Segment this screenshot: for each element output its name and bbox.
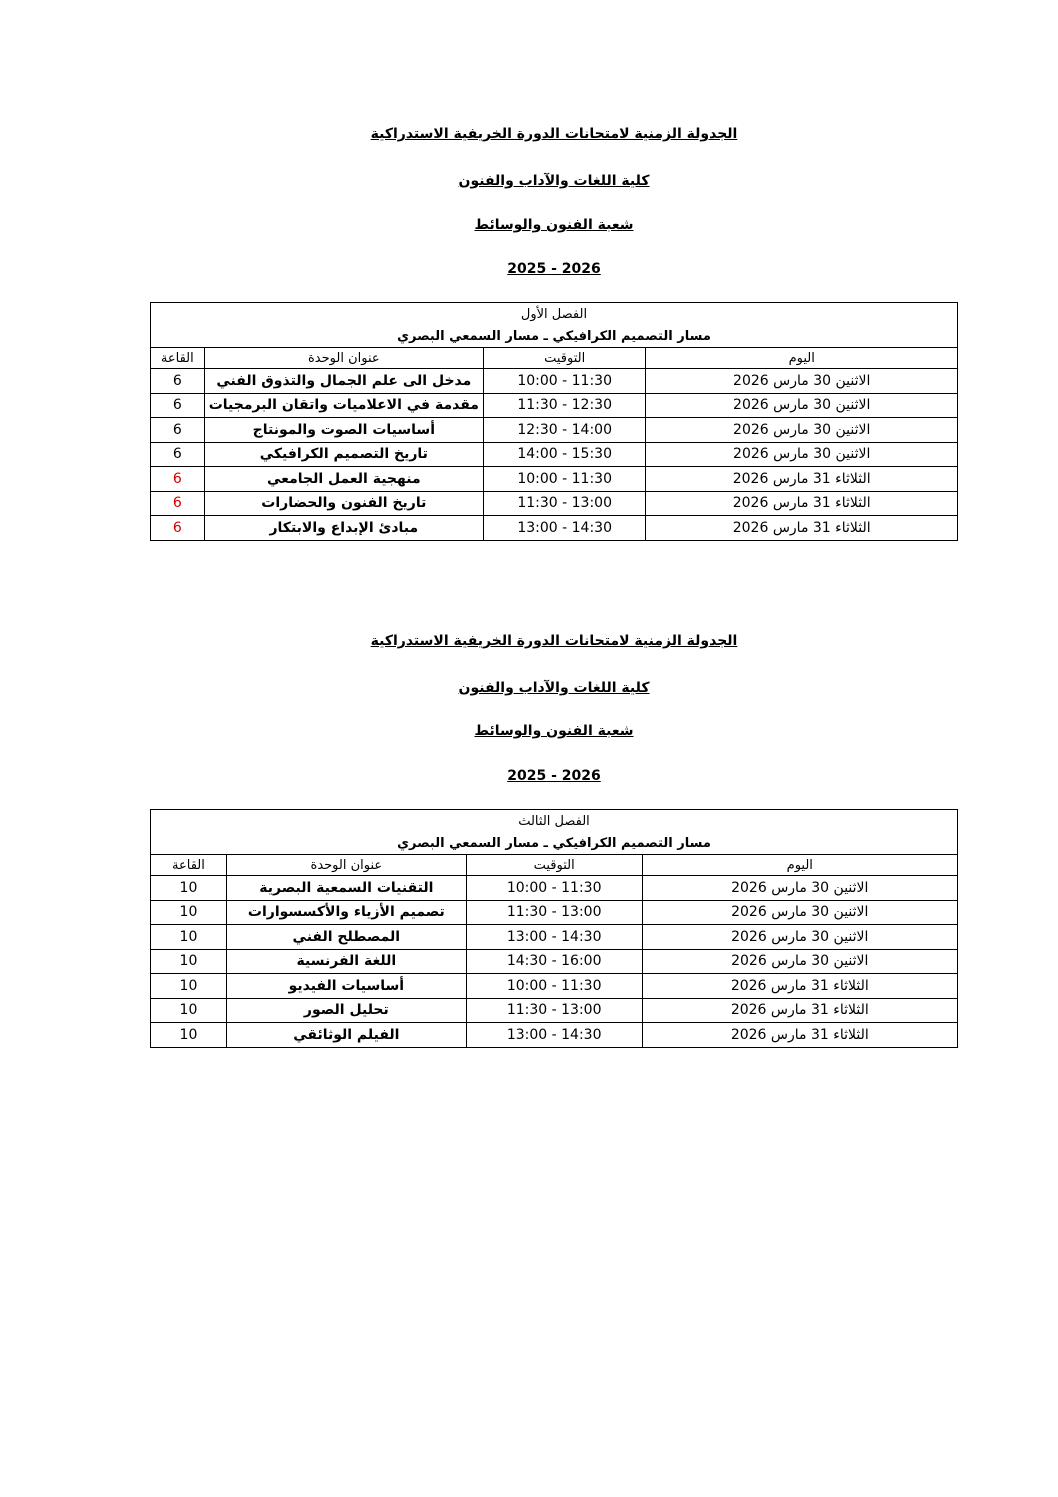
table-header-row [151,348,958,369]
day-cell: الاثنين 30 مارس 2026 [642,949,957,974]
table-row [151,876,958,901]
room-cell: 10 [151,949,227,974]
header-room: القاعة [151,855,227,876]
department-name: شعبة الفنون والوسائط [474,723,634,739]
table-row [151,393,958,418]
unit-title-cell: اللغة الفرنسية [226,949,466,974]
department-name: شعبة الفنون والوسائط [474,217,634,233]
time-cell: 14:00 - 15:30 [483,442,645,467]
unit-title-cell: مبادئ الإبداع والابتكار [204,516,483,541]
table-row [151,925,958,950]
room-cell: 10 [151,998,227,1023]
table-row [151,369,958,394]
table-row [151,516,958,541]
day-cell: الاثنين 30 مارس 2026 [646,442,958,467]
room-cell: 6 [151,369,205,394]
table-header-row [151,855,958,876]
day-cell: الاثنين 30 مارس 2026 [642,925,957,950]
unit-title-cell: تحليل الصور [226,998,466,1023]
day-cell: الاثنين 30 مارس 2026 [642,876,957,901]
unit-title-cell: تصميم الأزياء والأكسسوارات [226,900,466,925]
table-row [151,949,958,974]
day-cell: الثلاثاء 31 مارس 2026 [642,974,957,999]
unit-title-cell: تاريخ التصميم الكرافيكي [204,442,483,467]
header-unit: عنوان الوحدة [226,855,466,876]
unit-title-cell: مدخل الى علم الجمال والتذوق الفني [204,369,483,394]
room-cell: 6 [151,442,205,467]
day-cell: الاثنين 30 مارس 2026 [646,418,958,443]
semester-label: الفصل الثالث [151,810,958,833]
day-cell: الثلاثاء 31 مارس 2026 [642,1023,957,1048]
room-cell: 10 [151,925,227,950]
unit-title-cell: أساسيات الفيديو [226,974,466,999]
table-row [151,467,958,492]
header-room: القاعة [151,348,205,369]
room-cell: 10 [151,1023,227,1048]
time-cell: 13:00 - 14:30 [466,925,642,950]
day-cell: الثلاثاء 31 مارس 2026 [646,467,958,492]
room-cell: 6 [151,516,205,541]
room-cell: 6 [151,418,205,443]
academic-year: 2026 - 2025 [507,261,601,277]
time-cell: 10:00 - 11:30 [483,467,645,492]
unit-title-cell: مقدمة في الاعلاميات واتقان البرمجيات [204,393,483,418]
table-row [151,491,958,516]
time-cell: 14:30 - 16:00 [466,949,642,974]
table-row [151,998,958,1023]
time-cell: 10:00 - 11:30 [466,876,642,901]
day-cell: الثلاثاء 31 مارس 2026 [642,998,957,1023]
room-cell: 10 [151,974,227,999]
day-cell: الاثنين 30 مارس 2026 [642,900,957,925]
table-row [151,900,958,925]
time-cell: 11:30 - 13:00 [466,900,642,925]
unit-title-cell: منهجية العمل الجامعي [204,467,483,492]
track-label: مسار التصميم الكرافيكي ـ مسار السمعي البصري [151,832,958,855]
room-cell: 6 [151,393,205,418]
time-cell: 10:00 - 11:30 [483,369,645,394]
table-row [151,418,958,443]
day-cell: الثلاثاء 31 مارس 2026 [646,516,958,541]
room-cell: 6 [151,491,205,516]
room-cell: 6 [151,467,205,492]
time-cell: 13:00 - 14:30 [466,1023,642,1048]
unit-title-cell: أساسيات الصوت والمونتاج [204,418,483,443]
day-cell: الاثنين 30 مارس 2026 [646,369,958,394]
header-day: اليوم [646,348,958,369]
schedule-table [150,809,958,1048]
faculty-name: كلية اللغات والآداب والفنون [458,680,650,696]
academic-year: 2026 - 2025 [507,768,601,784]
day-cell: الثلاثاء 31 مارس 2026 [646,491,958,516]
table-row [151,1023,958,1048]
table-row [151,442,958,467]
header-day: اليوم [642,855,957,876]
time-cell: 13:00 - 14:30 [483,516,645,541]
day-cell: الاثنين 30 مارس 2026 [646,393,958,418]
room-cell: 10 [151,900,227,925]
schedule-title: الجدولة الزمنية لامتحانات الدورة الخريفية الاستدراكية [370,126,738,142]
faculty-name: كلية اللغات والآداب والفنون [458,173,650,189]
time-cell: 11:30 - 13:00 [466,998,642,1023]
room-cell: 10 [151,876,227,901]
header-unit: عنوان الوحدة [204,348,483,369]
header-time: التوقيت [466,855,642,876]
schedule-title: الجدولة الزمنية لامتحانات الدورة الخريفية الاستدراكية [370,633,738,649]
header-time: التوقيت [483,348,645,369]
time-cell: 12:30 - 14:00 [483,418,645,443]
time-cell: 10:00 - 11:30 [466,974,642,999]
unit-title-cell: تاريخ الفنون والحضارات [204,491,483,516]
time-cell: 11:30 - 12:30 [483,393,645,418]
table-row [151,974,958,999]
unit-title-cell: المصطلح الفني [226,925,466,950]
semester-label: الفصل الأول [151,303,958,326]
time-cell: 11:30 - 13:00 [483,491,645,516]
unit-title-cell: الفيلم الوثائقي [226,1023,466,1048]
track-label: مسار التصميم الكرافيكي ـ مسار السمعي البصري [151,325,958,348]
schedule-table [150,302,958,541]
unit-title-cell: التقنيات السمعية البصرية [226,876,466,901]
